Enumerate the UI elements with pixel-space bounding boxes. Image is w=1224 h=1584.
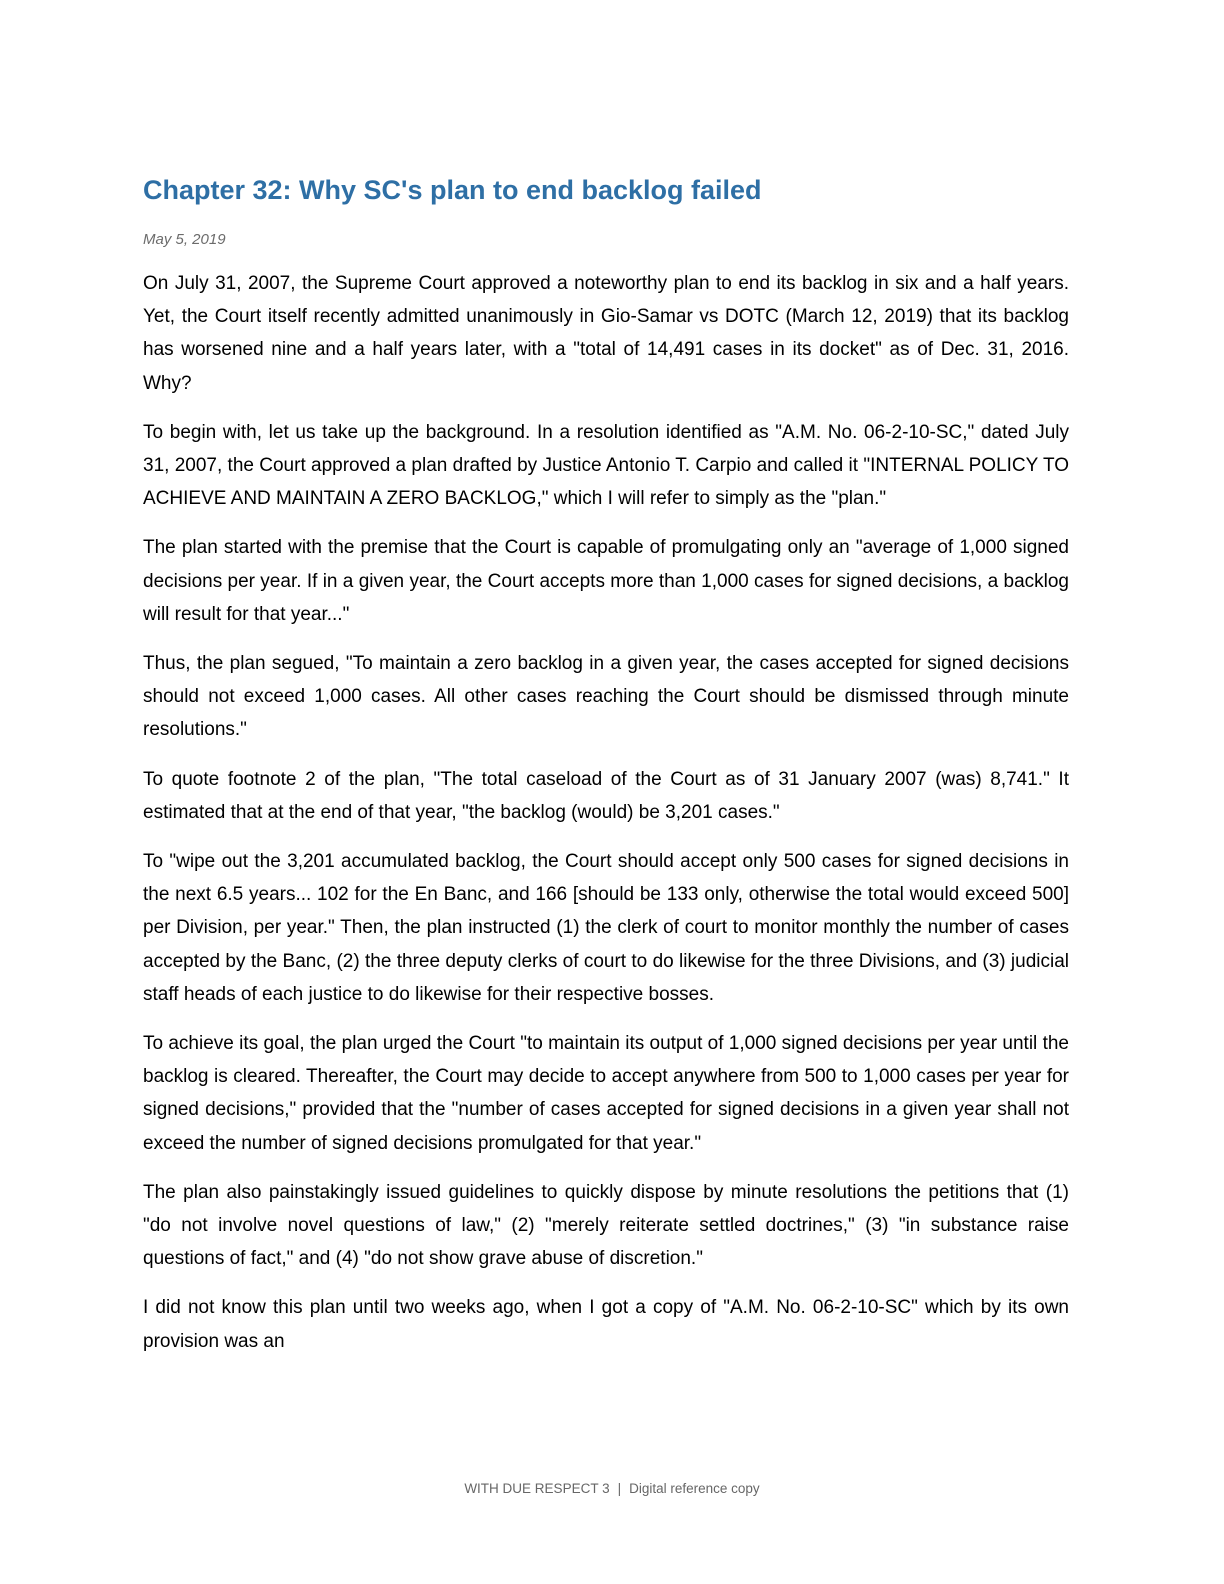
paragraph-6: To "wipe out the 3,201 accumulated backlog, the Court should accept only 500 cases for signed decisions in the next 6.5 years... 102 for the En Banc, and 166 [should be 133 only, otherwise the total would exceed 500] per Division, per year." Then, the plan instructed (1) the clerk of court to monitor monthly the number of cases accepted by the Banc, (2) the three deputy clerks of court to do likewise for the three Divisions, and (3) judicial staff heads of each justice to do likewise for their respective bosses. <box>143 851 1069 1005</box>
paragraph-5: To quote footnote 2 of the plan, "The total caseload of the Court as of 31 January 2007 (was) 8,741." It estimated that at the end of that year, "the backlog (would) be 3,201 cases." <box>143 768 1069 823</box>
paragraph-7: To achieve its goal, the plan urged the Court "to maintain its output of 1,000 signed decisions per year until the backlog is cleared. Thereafter, the Court may decide to accept anywhere from 500 to 1,000 cases per year for signed decisions," provided that the "number of cases accepted for signed decisions in a given year shall not exceed the number of signed decisions promulgated for that year." <box>143 1033 1069 1154</box>
paragraph-8: The plan also painstakingly issued guidelines to quickly dispose by minute resolutions the petitions that (1) "do not involve novel questions of law," (2) "merely reiterate settled doctrines," (3) "in substance raise questions of fact," and (4) "do not show grave abuse of discretion." <box>143 1181 1069 1270</box>
chapter-title: Chapter 32: Why SC's plan to end backlog failed <box>143 175 762 205</box>
paragraph-3: The plan started with the premise that the Court is capable of promulgating only an "average of 1,000 signed decisions per year. If in a given year, the Court accepts more than 1,000 cases for signed decisions, a backlog will result for that year..." <box>143 537 1069 625</box>
page-footer <box>0 1478 1224 1500</box>
publication-date: May 5, 2019 <box>143 231 226 248</box>
footer-running-title: WITH DUE RESPECT 3 <box>464 1481 610 1496</box>
footer-copy-label: Digital reference copy <box>629 1481 760 1496</box>
paragraph-9: I did not know this plan until two weeks ago, when I got a copy of "A.M. No. 06-2-10-SC" which by its own provision was an <box>143 1297 1069 1352</box>
paragraph-1: On July 31, 2007, the Supreme Court approved a noteworthy plan to end its backlog in six and a half years. Yet, the Court itself recently admitted unanimously in Gio-Samar vs DOTC (March 12, 2019) that its backlog has worsened nine and a half years later, with a "total of 14,491 cases in its docket" as of Dec. 31, 2016. Why? <box>143 273 1069 394</box>
paragraph-2: To begin with, let us take up the background. In a resolution identified as "A.M. No. 06-2-10-SC," dated July 31, 2007, the Court approved a plan drafted by Justice Antonio T. Carpio and called it "INTERNAL POLICY TO ACHIEVE AND MAINTAIN A ZERO BACKLOG," which I will refer to simply as the "plan." <box>143 421 1069 510</box>
footer-separator: | <box>617 1481 622 1496</box>
paragraph-4: Thus, the plan segued, "To maintain a zero backlog in a given year, the cases accepted for signed decisions should not exceed 1,000 cases. All other cases reaching the Court should be dismissed through minute resolutions." <box>143 653 1069 741</box>
document-page <box>143 170 1069 1374</box>
article-body <box>143 267 1069 1358</box>
